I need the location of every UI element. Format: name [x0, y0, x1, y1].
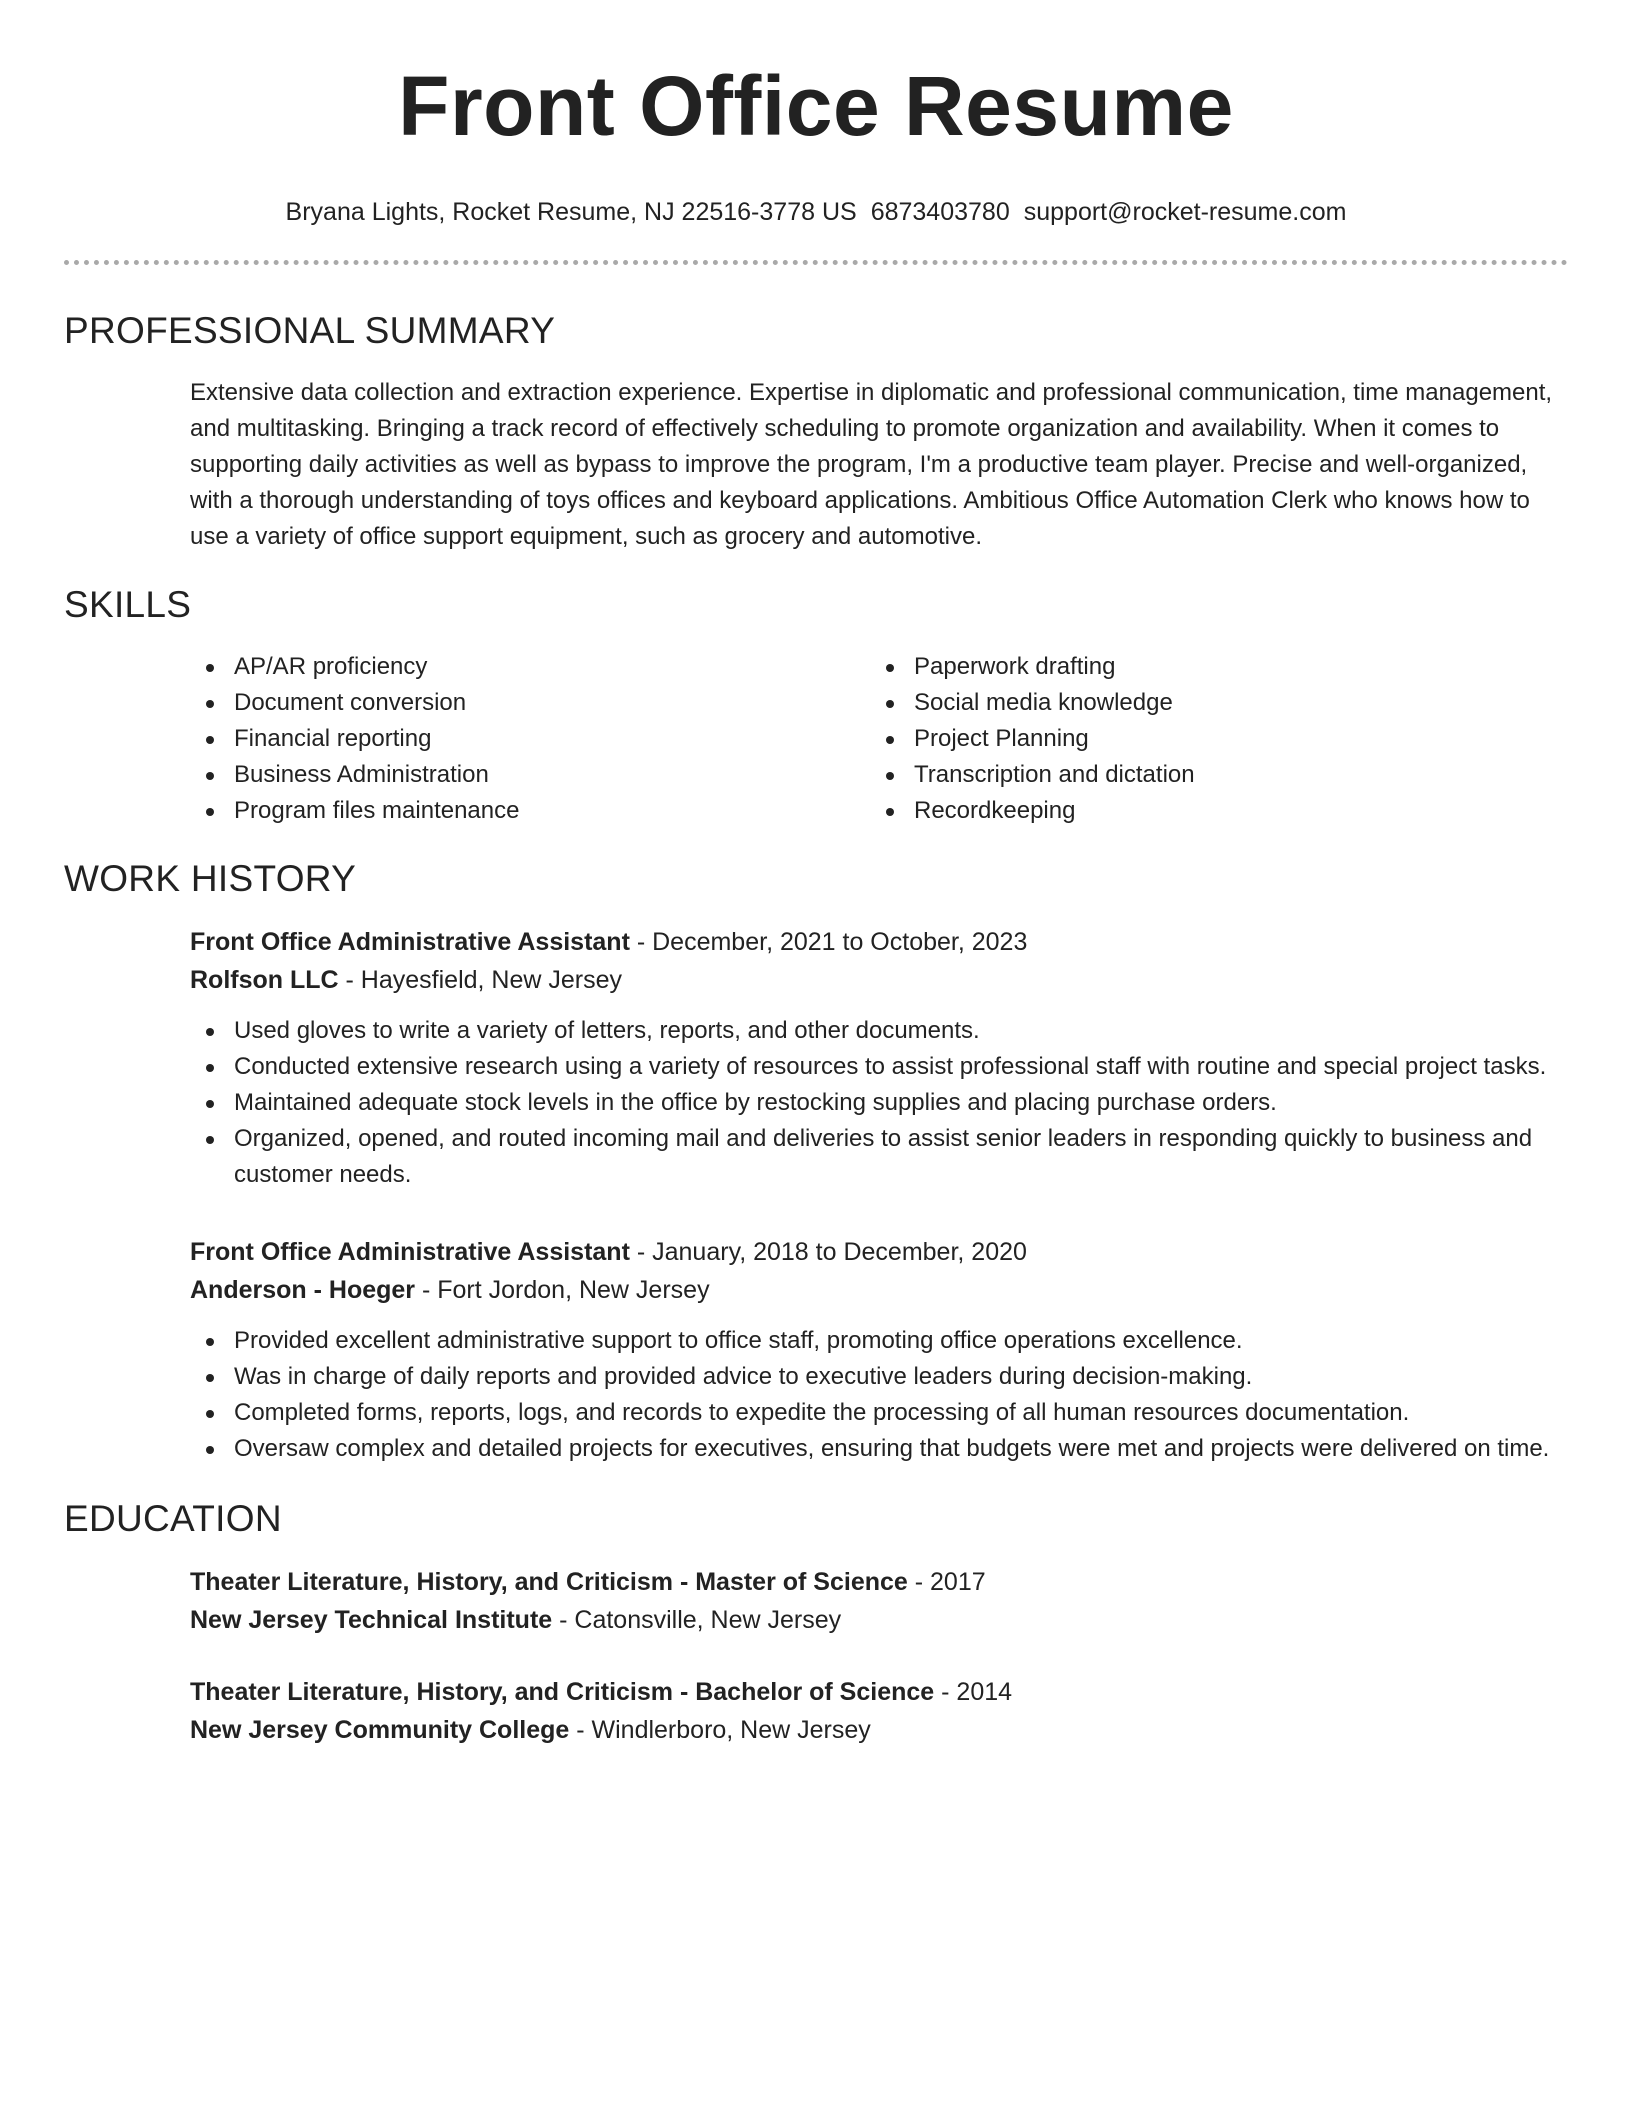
job-location: - Hayesfield, New Jersey: [338, 966, 623, 994]
skills-list: [190, 649, 1568, 829]
skill-item: Business Administration: [190, 757, 870, 793]
job-company-line: [190, 961, 1568, 999]
job-bullets: [146, 1013, 1568, 1193]
job-company: Anderson - Hoeger: [190, 1276, 416, 1304]
skill-item: Program files maintenance: [190, 793, 870, 829]
job-entry: [190, 923, 1568, 1193]
skills-heading: SKILLS: [64, 584, 192, 625]
school-line: [190, 1711, 1568, 1749]
job-company: Rolfson LLC: [190, 966, 339, 994]
contact-address: Bryana Lights, Rocket Resume, NJ 22516-3778 US: [285, 198, 857, 226]
job-dates: - December, 2021 to October, 2023: [629, 928, 1028, 956]
education-entry: [190, 1673, 1568, 1749]
degree-line: [190, 1563, 1568, 1601]
degree-name: Theater Literature, History, and Criticism - Bachelor of Science: [190, 1678, 935, 1706]
skill-item: Recordkeeping: [870, 793, 1550, 829]
education-heading: EDUCATION: [64, 1498, 282, 1539]
summary-text: Extensive data collection and extraction experience. Expertise in diplomatic and professional communication, time management, and multitasking. Bringing a track record of effectively scheduling to promote organization and availability. When it comes to supporting daily activities as well as bypass to improve the program, I'm a productive team player. Precise and well-organized, with a thorough understanding of toys offices and keyboard applications. Ambitious Office Automation Clerk who knows how to use a variety of office support equipment, such as grocery and automotive.: [190, 379, 1553, 550]
degree-name: Theater Literature, History, and Criticism - Master of Science: [190, 1568, 908, 1596]
summary-heading: PROFESSIONAL SUMMARY: [64, 310, 556, 351]
skill-item: Social media knowledge: [870, 685, 1550, 721]
job-bullet: Organized, opened, and routed incoming mail and deliveries to assist senior leaders in responding quickly to business and customer needs.: [190, 1121, 1568, 1193]
skills-column-left: [190, 649, 870, 829]
skill-item: Document conversion: [190, 685, 870, 721]
job-company-line: [190, 1271, 1568, 1309]
school-name: New Jersey Community College: [190, 1716, 570, 1744]
job-title-line: [190, 1233, 1568, 1271]
contact-email: support@rocket-resume.com: [1023, 198, 1347, 226]
school-location: - Windlerboro, New Jersey: [569, 1716, 871, 1744]
school-name: New Jersey Technical Institute: [190, 1606, 553, 1634]
header-divider: [64, 260, 1568, 265]
skill-item: Paperwork drafting: [870, 649, 1550, 685]
contact-line: [64, 196, 1568, 228]
work-history-heading: WORK HISTORY: [64, 858, 357, 899]
contact-phone: 6873403780: [870, 198, 1010, 226]
skill-item: Project Planning: [870, 721, 1550, 757]
education-entry: [190, 1563, 1568, 1639]
job-bullet: Provided excellent administrative support to office staff, promoting office operations excellence.: [190, 1323, 1568, 1359]
job-bullets: [146, 1323, 1568, 1467]
job-bullet: Maintained adequate stock levels in the office by restocking supplies and placing purchase orders.: [190, 1085, 1568, 1121]
skill-item: Financial reporting: [190, 721, 870, 757]
job-dates: - January, 2018 to December, 2020: [629, 1238, 1027, 1266]
page-title: Front Office Resume: [398, 59, 1234, 153]
job-bullet: Was in charge of daily reports and provided advice to executive leaders during decision-making.: [190, 1359, 1568, 1395]
job-location: - Fort Jordon, New Jersey: [415, 1276, 710, 1304]
degree-year: - 2017: [907, 1568, 986, 1596]
degree-line: [190, 1673, 1568, 1711]
job-bullet: Conducted extensive research using a variety of resources to assist professional staff with routine and special project tasks.: [190, 1049, 1568, 1085]
school-line: [190, 1601, 1568, 1639]
job-title: Front Office Administrative Assistant: [190, 928, 630, 956]
job-entry: [190, 1233, 1568, 1467]
job-bullet: Oversaw complex and detailed projects for executives, ensuring that budgets were met and projects were delivered on time.: [190, 1431, 1568, 1467]
job-title-line: [190, 923, 1568, 961]
school-location: - Catonsville, New Jersey: [552, 1606, 842, 1634]
job-bullet: Used gloves to write a variety of letters, reports, and other documents.: [190, 1013, 1568, 1049]
skill-item: AP/AR proficiency: [190, 649, 870, 685]
degree-year: - 2014: [934, 1678, 1013, 1706]
skills-column-right: [870, 649, 1550, 829]
job-bullet: Completed forms, reports, logs, and records to expedite the processing of all human resources documentation.: [190, 1395, 1568, 1431]
job-title: Front Office Administrative Assistant: [190, 1238, 630, 1266]
skill-item: Transcription and dictation: [870, 757, 1550, 793]
